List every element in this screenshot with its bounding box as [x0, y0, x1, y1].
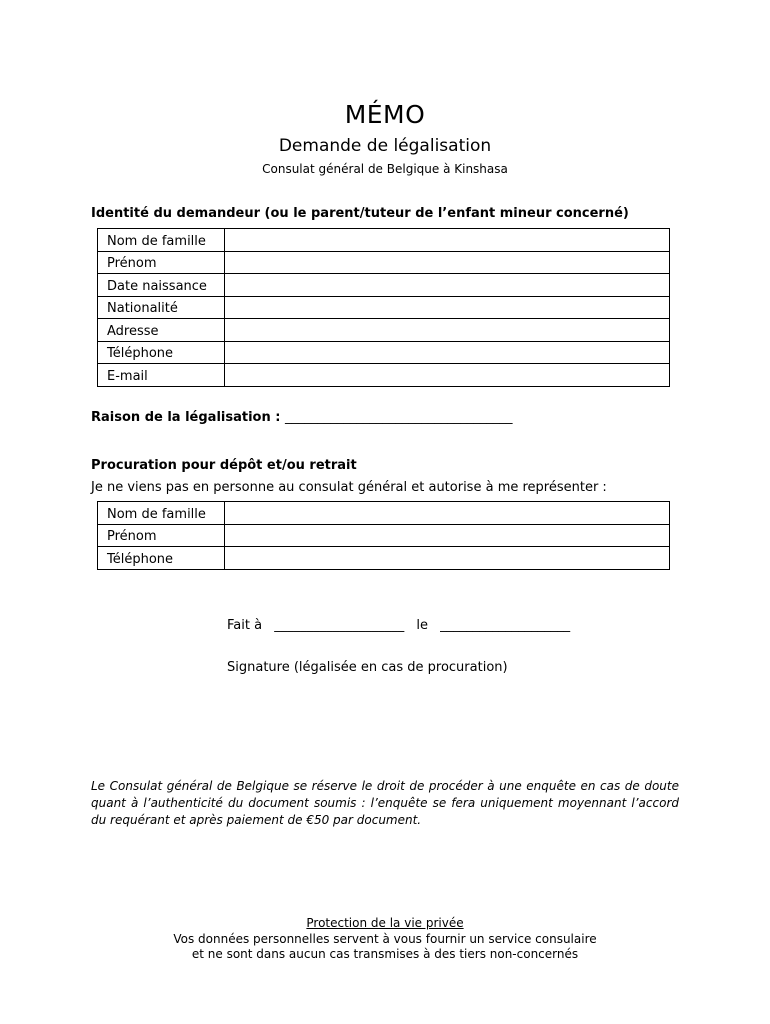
field-label-proxy-phone: Téléphone [98, 547, 225, 570]
privacy-line-1: Vos données personnelles servent à vous fournir un service consulaire [173, 931, 597, 946]
identity-section-heading: Identité du demandeur (ou le parent/tuteur de l’enfant mineur concerné) [91, 206, 629, 221]
email-field[interactable] [225, 364, 670, 387]
table-row [98, 502, 670, 525]
privacy-notice [0, 916, 770, 963]
first-name-field[interactable] [225, 251, 670, 274]
proxy-intro-text: Je ne viens pas en personne au consulat général et autorise à me représenter : [91, 480, 607, 495]
document-title: MÉMO [344, 100, 426, 129]
table-row [98, 524, 670, 547]
reason-label: Raison de la légalisation : [91, 410, 281, 425]
identity-table [97, 228, 670, 387]
table-row [98, 547, 670, 570]
nationality-field[interactable] [225, 296, 670, 319]
table-row [98, 319, 670, 342]
field-label-nationality: Nationalité [98, 296, 225, 319]
field-label-birth-date: Date naissance [98, 274, 225, 297]
privacy-heading: Protection de la vie privée [306, 916, 464, 930]
document-subtitle: Demande de légalisation [278, 136, 492, 156]
field-label-phone: Téléphone [98, 341, 225, 364]
last-name-field[interactable] [225, 229, 670, 252]
disclaimer-text: Le Consulat général de Belgique se réserve le droit de procéder à une enquête en cas de doute quant à l’authenticité du document soumis : l’enquête se fera uniquement moyennant l’accord du requérant et après paiement de €50 par document. [91, 779, 679, 827]
table-row [98, 251, 670, 274]
field-label-email: E-mail [98, 364, 225, 387]
proxy-last-name-field[interactable] [225, 502, 670, 525]
proxy-phone-field[interactable] [225, 547, 670, 570]
table-row [98, 341, 670, 364]
phone-field[interactable] [225, 341, 670, 364]
field-label-proxy-first-name: Prénom [98, 524, 225, 547]
place-date-line [227, 618, 570, 633]
field-label-first-name: Prénom [98, 251, 225, 274]
privacy-line-2: et ne sont dans aucun cas transmises à des tiers non-concernés [191, 947, 579, 961]
field-label-last-name: Nom de famille [98, 229, 225, 252]
proxy-section-heading: Procuration pour dépôt et/ou retrait [91, 458, 357, 473]
reason-line [91, 410, 512, 425]
signature-label: Signature (légalisée en cas de procuration) [227, 660, 508, 675]
field-label-proxy-last-name: Nom de famille [98, 502, 225, 525]
table-row [98, 364, 670, 387]
consulate-name: Consulat général de Belgique à Kinshasa [262, 162, 508, 176]
table-row [98, 296, 670, 319]
table-row [98, 274, 670, 297]
proxy-first-name-field[interactable] [225, 524, 670, 547]
proxy-table [97, 501, 670, 570]
reason-blank-field[interactable]: ___________________________________ [284, 410, 513, 425]
date-blank-field[interactable]: ____________________ [440, 618, 571, 633]
place-blank-field[interactable]: ____________________ [274, 618, 405, 633]
place-label: Fait à [227, 618, 263, 633]
field-label-address: Adresse [98, 319, 225, 342]
address-field[interactable] [225, 319, 670, 342]
date-label: le [416, 618, 428, 633]
table-row [98, 229, 670, 252]
birth-date-field[interactable] [225, 274, 670, 297]
